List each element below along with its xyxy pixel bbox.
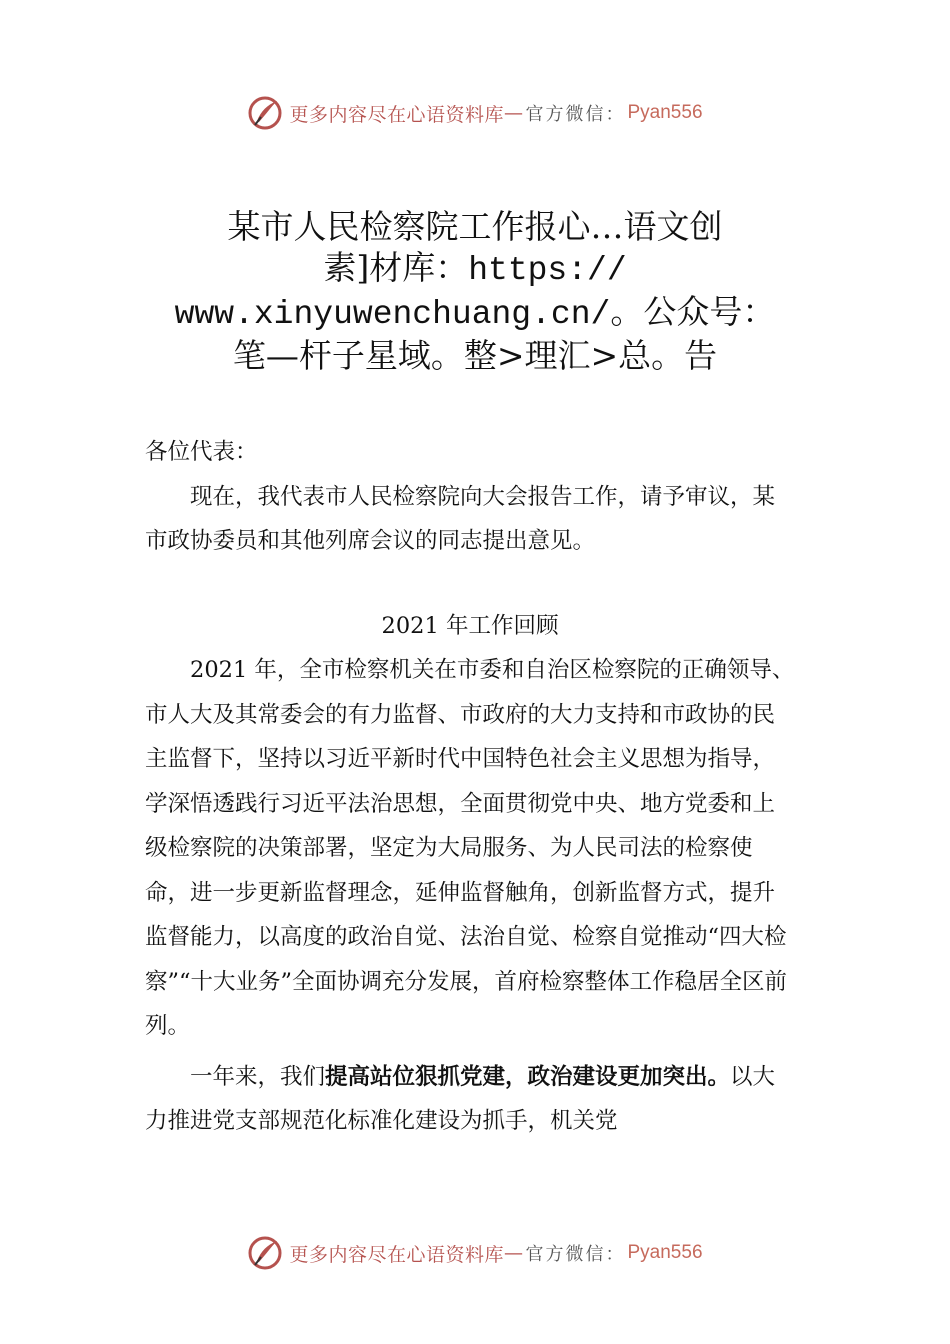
watermark-dash: — — [504, 102, 524, 124]
watermark-wechat-id: Pyan556 — [627, 102, 703, 123]
watermark-wechat-label: 官方微信： — [525, 104, 626, 125]
title-url: www.xinyuwenchuang.cn/ — [174, 296, 611, 333]
para2-start: 一年来，我们 — [190, 1063, 326, 1090]
title-line-2: 素]材库：https:// — [323, 248, 627, 289]
title-line-3-rest: 。公众号： — [610, 292, 776, 331]
salutation: 各位代表： — [145, 439, 258, 465]
watermark-banner-bottom — [0, 1233, 950, 1273]
document-body — [145, 430, 795, 1144]
review-paragraph: 2021 年，全市检察机关在市委和自治区检察院的正确领导、市人大及其常委会的有力监督、市政府的大力支持和市政协的民主监督下，坚持以习近平新时代中国特色社会主义思想为指导，学深悟透践行习近平法治思想，全面贯彻党中央、地方党委和上级检察院的决策部署，坚定为大局服务、为人民司法的检察使命，进一步更新监督理念，延伸监督触角，创新监督方式，提升监督能力，以高度的政治自觉、法治自觉、检察自觉推动“四大检察”“十大业务”全面协调充分发展，首府检察整体工作稳居全区前列。 — [145, 657, 795, 1039]
section-heading: 2021 年工作回顾 — [381, 612, 559, 639]
intro-paragraph: 现在，我代表市人民检察院向大会报告工作，请予审议，某市政协委员和其他列席会议的同志提出意见。 — [145, 483, 776, 554]
watermark-wechat-label: 官方微信： — [525, 1244, 626, 1265]
document-title — [150, 206, 800, 376]
party-building-paragraph — [145, 1055, 795, 1144]
spacer — [145, 564, 795, 604]
watermark-tagline: 更多内容尽在心语资料库 — [289, 103, 504, 126]
watermark-tagline: 更多内容尽在心语资料库 — [289, 1243, 504, 1266]
title-line-4: 笔—杆子星域。整>理汇>总。告 — [232, 336, 718, 375]
quill-logo-icon — [247, 1235, 283, 1271]
watermark-banner-top — [0, 93, 950, 133]
quill-logo-icon — [247, 95, 283, 131]
para2-rest: 以大力推进党支部规范化标准化建设为抓手，机关党 — [145, 1063, 776, 1134]
watermark-wechat-id: Pyan556 — [627, 1242, 703, 1263]
watermark-dash: — — [504, 1242, 524, 1264]
title-line-3 — [150, 291, 800, 335]
para2-bold-heading: 提高站位狠抓党建，政治建设更加突出。 — [325, 1063, 731, 1090]
title-line-1: 某市人民检察院工作报心…语文创 — [227, 207, 723, 246]
